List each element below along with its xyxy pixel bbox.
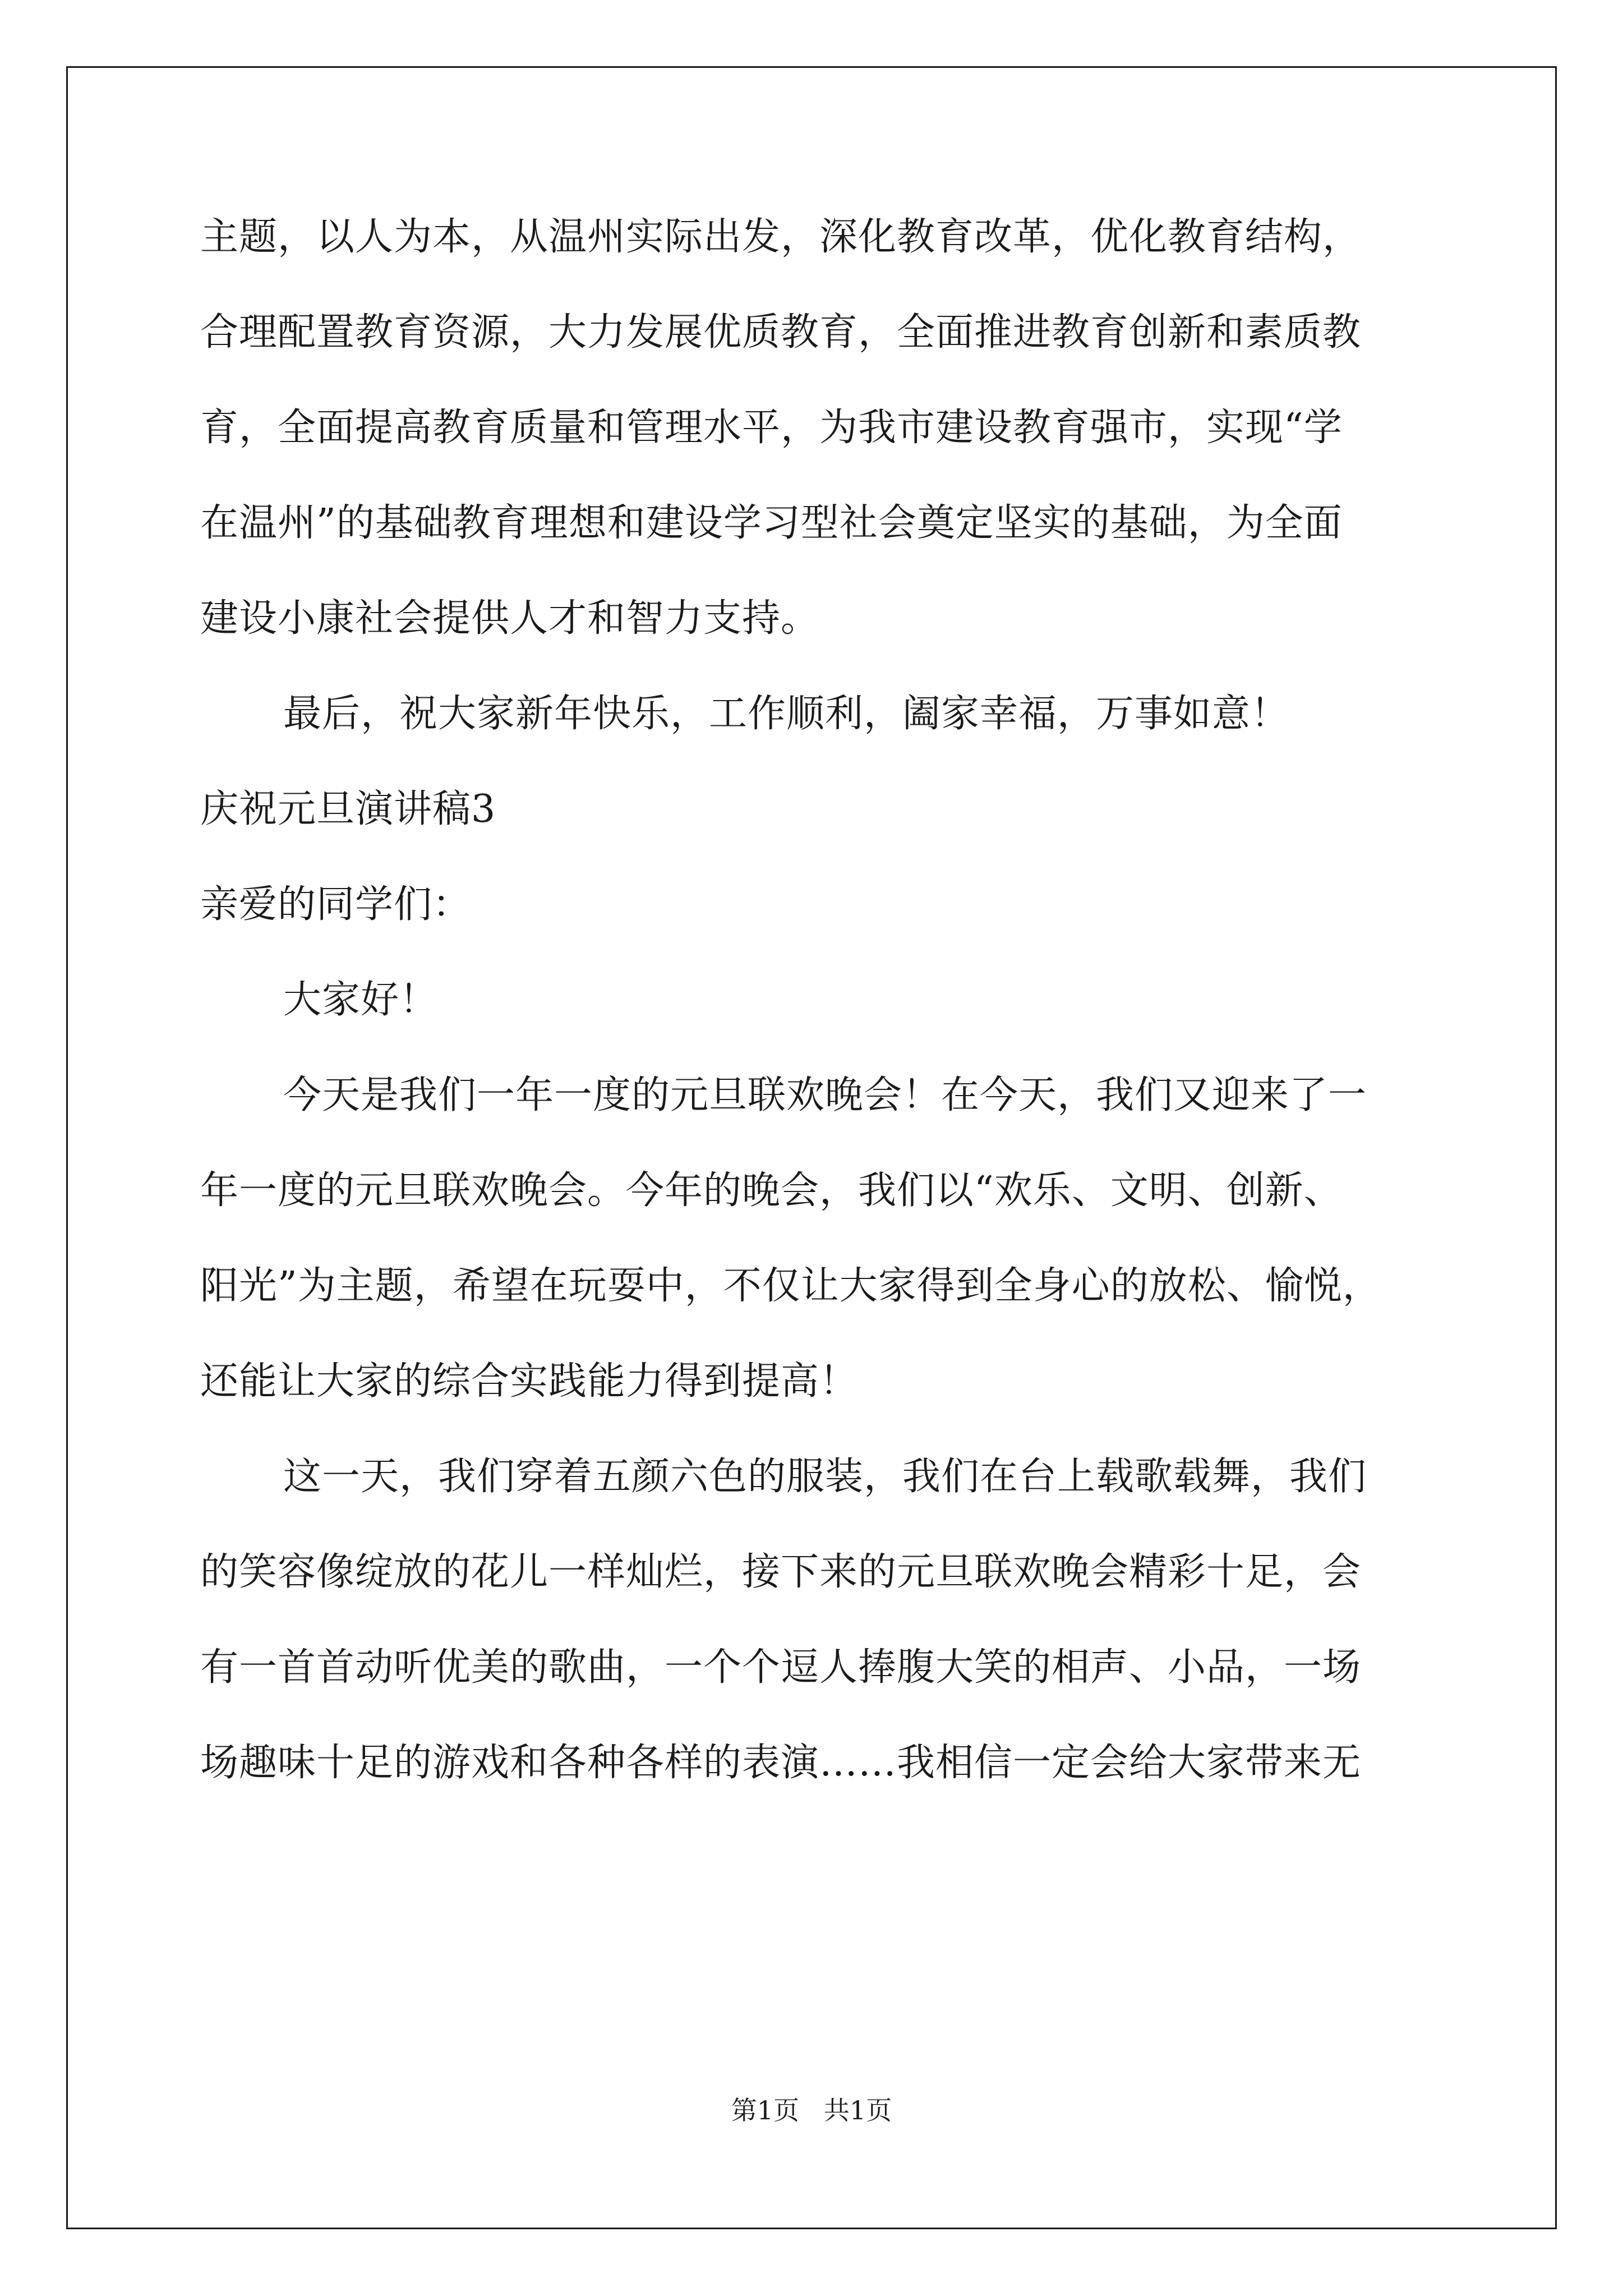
body-line: 还能让大家的综合实践能力得到提高！ bbox=[200, 1359, 859, 1404]
body-line: 年一度的元旦联欢晚会。今年的晚会，我们以“欢乐、文明、创新、 bbox=[200, 1168, 1343, 1213]
body-line: 的笑容像绽放的花儿一样灿烂，接下来的元旦联欢晚会精彩十足，会 bbox=[200, 1550, 1362, 1594]
body-line: 主题，以人为本，从温州实际出发，深化教育改革，优化教育结构， bbox=[200, 215, 1362, 259]
page-number-footer: 第1页 共1页 bbox=[731, 2095, 892, 2125]
body-line: 有一首首动听优美的歌曲，一个个逗人捧腹大笑的相声、小品，一场 bbox=[200, 1645, 1362, 1690]
body-line: 建设小康社会提供人才和智力支持。 bbox=[200, 596, 820, 641]
body-line: 这一天，我们穿着五颜六色的服装，我们在台上载歌载舞，我们 bbox=[283, 1455, 1367, 1499]
body-line: 最后，祝大家新年快乐，工作顺利，阖家幸福，万事如意！ bbox=[283, 692, 1290, 736]
body-line: 在温州”的基础教育理想和建设学习型社会奠定坚实的基础，为全面 bbox=[200, 501, 1343, 545]
greeting: 大家好！ bbox=[283, 978, 439, 1022]
body-line: 场趣味十足的游戏和各种各样的表演……我相信一定会给大家带来无 bbox=[200, 1741, 1362, 1785]
salutation: 亲爱的同学们： bbox=[200, 882, 472, 927]
body-line: 今天是我们一年一度的元旦联欢晚会！在今天，我们又迎来了一 bbox=[283, 1073, 1367, 1117]
page-border bbox=[66, 66, 1557, 2229]
body-line: 育，全面提高教育质量和管理水平，为我市建设教育强市，实现“学 bbox=[200, 406, 1343, 450]
body-line: 合理配置教育资源，大力发展优质教育，全面推进教育创新和素质教 bbox=[200, 310, 1362, 355]
body-line: 阳光”为主题，希望在玩耍中，不仅让大家得到全身心的放松、愉悦， bbox=[200, 1264, 1381, 1308]
section-heading: 庆祝元旦演讲稿3 bbox=[200, 787, 496, 831]
